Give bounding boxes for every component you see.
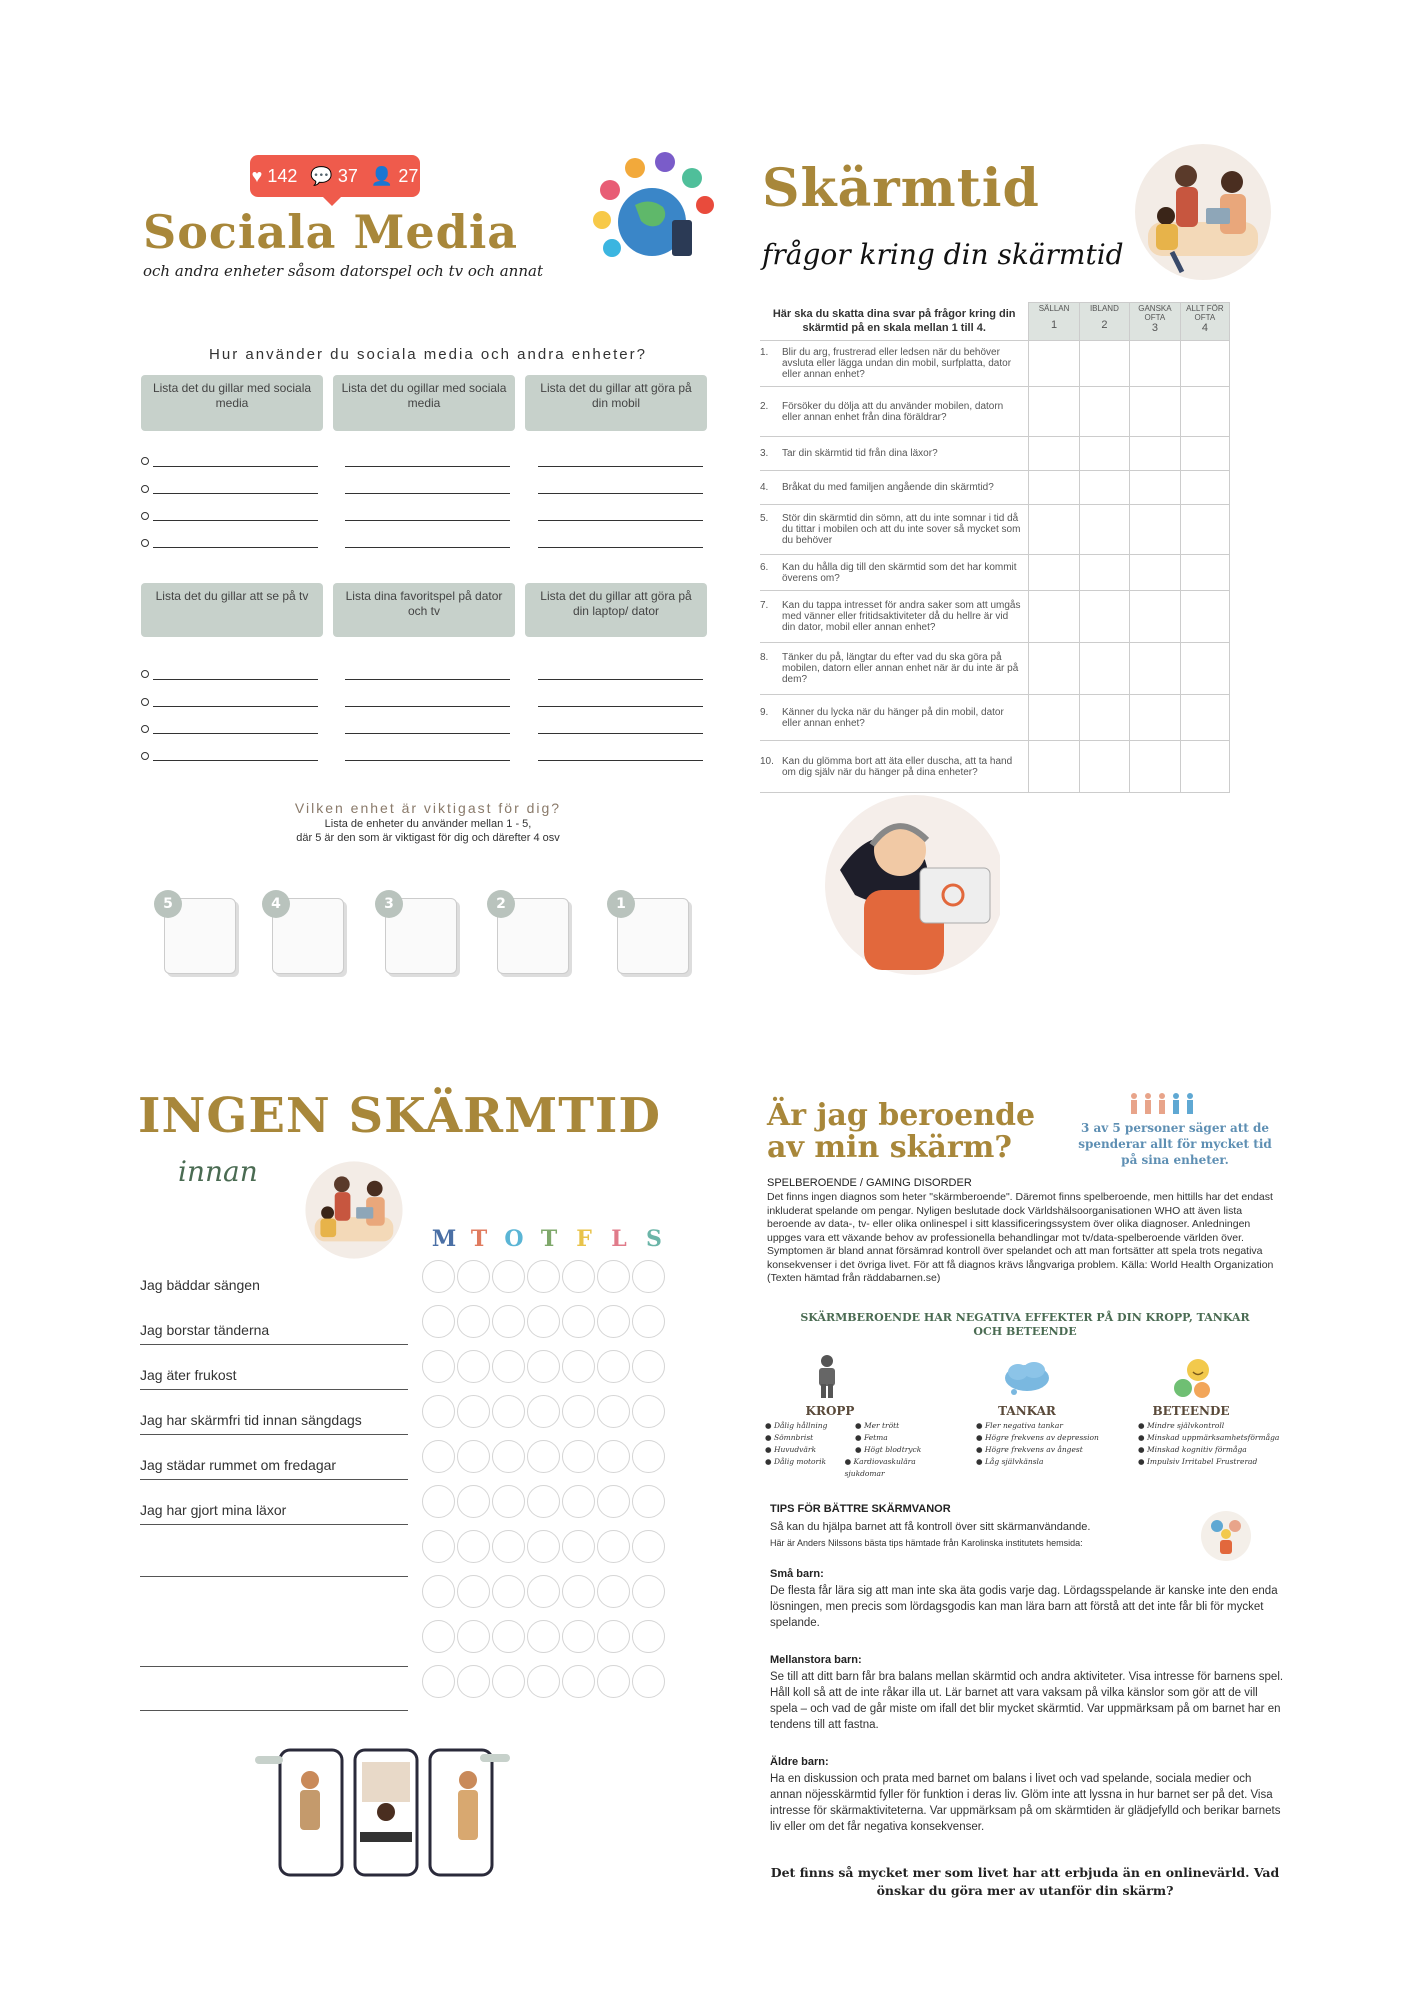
rank-badge-1: 1: [607, 890, 635, 918]
question-text: Kan du glömma bort att äta eller duscha, att ta hand om dig själv när du hänger på dina enheter?: [782, 755, 1013, 778]
habit-check-circle[interactable]: [422, 1440, 455, 1473]
scale-label-1: SÄLLAN: [1038, 304, 1070, 313]
scale-header-4: [1180, 303, 1229, 341]
write-line[interactable]: [538, 493, 703, 494]
question-number: 7.: [760, 600, 769, 611]
day-header-mon: M: [431, 1226, 457, 1252]
write-line[interactable]: [345, 706, 510, 707]
habit-check-circle[interactable]: [457, 1395, 490, 1428]
question-row: [760, 505, 1230, 555]
rank-instruction-1: Lista de enheter du använder mellan 1 - 5,: [324, 818, 532, 830]
answer-cell[interactable]: [1079, 437, 1129, 471]
habit-row-blank[interactable]: [140, 1600, 408, 1622]
question-text: Försöker du dölja att du använder mobilen, datorn eller annan enhet från dina föräldrar?: [782, 400, 1004, 423]
answer-cell[interactable]: [1029, 505, 1079, 555]
box-likes-laptop: Lista det du gillar att göra på din laptop/ dator: [525, 583, 707, 637]
habit-check-circle[interactable]: [422, 1305, 455, 1338]
scale-num-2: 2: [1101, 319, 1108, 331]
answer-cell[interactable]: [1079, 591, 1129, 643]
effect-title-body: KROPP: [805, 1404, 855, 1418]
user-icon: 👤: [370, 166, 394, 186]
answer-cell[interactable]: [1029, 387, 1079, 437]
scale-label-3: GANSKA OFTA: [1138, 304, 1172, 322]
question-row: [760, 387, 1230, 437]
habit-check-circle[interactable]: [562, 1440, 595, 1473]
screen-time-title: Skärmtid: [762, 158, 1040, 219]
scale-label-2: IBLAND: [1089, 304, 1119, 313]
family-hug-icon: [1200, 1510, 1252, 1562]
answer-cell[interactable]: [1079, 555, 1129, 591]
habit-check-circle[interactable]: [597, 1440, 630, 1473]
small-children-text: De flesta får lära sig att man inte ska äta godis varje dag. Lördagsspelande är kanske inte den enda lösningen, men precis som lördagsgodis kan man lära barn att förstå att det inte får bli för mycket spelande.: [770, 1585, 1278, 1629]
answer-cell[interactable]: [1079, 341, 1129, 387]
habit-check-circle[interactable]: [562, 1665, 595, 1698]
answer-cell[interactable]: [1180, 505, 1229, 555]
habit-check-circle[interactable]: [632, 1530, 665, 1563]
question-cell: [760, 591, 1029, 643]
day-header-wed: O: [504, 1226, 524, 1252]
question-row: [760, 591, 1230, 643]
closing-message: Det finns så mycket mer som livet har att erbjuda än en onlinevärld. Vad önskar du göra mer av utanför din skärm?: [770, 1865, 1280, 1898]
answer-cell[interactable]: [1079, 643, 1129, 695]
social-media-question: Hur använder du sociala media och andra enheter?: [209, 346, 647, 363]
answer-cell[interactable]: [1130, 471, 1181, 505]
answer-cell[interactable]: [1180, 341, 1229, 387]
question-cell: [760, 505, 1029, 555]
box-likes-mobile: Lista det du gillar att göra på din mobil: [525, 375, 707, 431]
habit-check-circle[interactable]: [597, 1665, 630, 1698]
habit-check-circle[interactable]: [527, 1395, 560, 1428]
answer-cell[interactable]: [1029, 741, 1079, 793]
answer-cell[interactable]: [1130, 741, 1181, 793]
answer-cell[interactable]: [1029, 341, 1079, 387]
habit-check-circle[interactable]: [562, 1305, 595, 1338]
habit-row: Jag borstar tänderna: [140, 1322, 408, 1345]
answer-cell[interactable]: [1180, 741, 1229, 793]
effect-item: Fler negativa tankar: [984, 1421, 1063, 1430]
question-text: Tänker du på, längtar du efter vad du ska göra på mobilen, datorn eller annan enhet när är du inte är på dem?: [782, 652, 1019, 685]
habit-check-circle[interactable]: [632, 1665, 665, 1698]
question-number: 9.: [760, 706, 769, 718]
bullet: [141, 698, 149, 706]
habit-check-circle[interactable]: [562, 1395, 595, 1428]
no-screen-time-title: INGEN SKÄRMTID: [138, 1088, 661, 1144]
question-row: [760, 643, 1230, 695]
table-intro: Här ska du skatta dina svar på frågor kring din skärmtid på en skala mellan 1 till 4.: [760, 303, 1029, 341]
answer-cell[interactable]: [1079, 741, 1129, 793]
question-row: [760, 695, 1230, 741]
habit-row: Jag städar rummet om fredagar: [140, 1457, 408, 1480]
habit-check-circle[interactable]: [632, 1620, 665, 1653]
write-line[interactable]: [538, 466, 703, 467]
habit-check-circle[interactable]: [632, 1350, 665, 1383]
older-children-heading: Äldre barn:: [770, 1756, 829, 1768]
effect-item: Låg självkänsla: [984, 1457, 1044, 1466]
question-row: [760, 555, 1230, 591]
questionnaire-table: [760, 302, 1230, 793]
habit-check-circle[interactable]: [527, 1440, 560, 1473]
effect-list-thoughts: ● Fler negativa tankar ● Högre frekvens av depression ● Högre frekvens av ångest ● Låg självkänsla: [976, 1421, 1099, 1466]
habit-check-circle[interactable]: [597, 1350, 630, 1383]
effect-item: Mer trött: [863, 1421, 900, 1430]
effect-item: Högre frekvens av depression: [984, 1433, 1099, 1442]
write-line[interactable]: [538, 733, 703, 734]
write-line[interactable]: [153, 520, 318, 521]
question-cell: [760, 387, 1029, 437]
habit-row: Jag har skärmfri tid innan sängdags: [140, 1412, 408, 1435]
answer-cell[interactable]: [1079, 505, 1129, 555]
effects-heading: SKÄRMBEROENDE HAR NEGATIVA EFFEKTER PÅ DIN KROPP, TANKAR OCH BETEENDE: [800, 1311, 1250, 1338]
habit-check-circle[interactable]: [597, 1620, 630, 1653]
addiction-title-2: av min skärm?: [767, 1130, 1012, 1165]
effect-item: Högre frekvens av ångest: [984, 1445, 1083, 1454]
question-row: [760, 341, 1230, 387]
habit-check-circle[interactable]: [457, 1350, 490, 1383]
box-likes-social: Lista det du gillar med sociala media: [141, 375, 323, 431]
day-header-fri: F: [576, 1226, 592, 1252]
effect-list-behavior: ● Mindre självkontroll ● Minskad uppmärksamhetsförmåga ● Minskad kognitiv förmåga ● Impulsiv Irritabel Frustrerad: [1138, 1421, 1280, 1466]
question-row: [760, 741, 1230, 793]
gaming-disorder-text: Det finns ingen diagnos som heter "skärmberoende". Däremot finns spelberoende, men hittills har det endast inkluderat spelande om pengar. Nyligen beslutade dock Världshälsoorganisationen WHO att även lista beroende av data-, tv- eller olika onlinespel i sitt klassificeringssystem över olika diagnoser. Anledningen uppges vara ett växande behov av professionella behandlingar mot tv/data-spelberoende världen över. Symptomen är bland annat försämrad kontroll över spelandet och att man fortsätter att spela trots negativa konsekvenser i det övriga livet. För att få diagnos krävs långvariga problem. Källa: World Health Organization (Texten hämtad från räddabarnen.se): [767, 1191, 1274, 1284]
write-line[interactable]: [153, 733, 318, 734]
answer-cell[interactable]: [1130, 695, 1181, 741]
write-line[interactable]: [345, 679, 510, 680]
tips-source: Här är Anders Nilssons bästa tips hämtade från Karolinska institutets hemsida:: [770, 1538, 1083, 1548]
answer-cell[interactable]: [1130, 505, 1181, 555]
habit-row: Jag äter frukost: [140, 1367, 408, 1390]
effect-item: Högt blodtryck: [863, 1445, 922, 1454]
habit-check-circle[interactable]: [422, 1350, 455, 1383]
bullet: [141, 670, 149, 678]
habit-check-circle[interactable]: [527, 1260, 560, 1293]
write-line[interactable]: [538, 520, 703, 521]
small-children-heading: Små barn:: [770, 1568, 824, 1580]
effect-item: Impulsiv Irritabel Frustrerad: [1146, 1457, 1258, 1466]
question-number: 10.: [760, 755, 774, 767]
addiction-title-1: Är jag beroende: [767, 1098, 1036, 1133]
write-line[interactable]: [538, 760, 703, 761]
habit-check-circle[interactable]: [422, 1260, 455, 1293]
habit-check-circle[interactable]: [492, 1260, 525, 1293]
habit-check-circle[interactable]: [562, 1575, 595, 1608]
question-cell: [760, 437, 1029, 471]
scale-header-1: [1029, 303, 1079, 341]
effect-list-body: ● Dålig hållning ● Mer trött ● Sömnbrist ● Fetma ● Huvudvärk ● Högt blodtryck ● Dålig motorik ● Kardiovaskulära sjukdomar: [765, 1421, 922, 1478]
tips-heading: TIPS FÖR BÄTTRE SKÄRMVANOR: [770, 1503, 951, 1515]
habit-check-circle[interactable]: [527, 1665, 560, 1698]
notification-bubble: [250, 155, 420, 197]
answer-cell[interactable]: [1180, 695, 1229, 741]
social-media-globe-icon: [590, 150, 720, 270]
mid-children-text: Se till att ditt barn får bra balans mellan skärmtid och andra aktiviteter. Visa intresse för barnens spel. Håll koll så att de inte råkar illa ut. Lär barnet att vara vaksam på vilka känslor som gör att de vill spela – och vad de går miste om ifall det blir mycket skärmtid. Var uppmärksam på om barnet har en tendens till att fastna.: [770, 1671, 1284, 1731]
habit-check-circle[interactable]: [422, 1665, 455, 1698]
question-number: 4.: [760, 482, 769, 493]
rank-badge-5: 5: [154, 890, 182, 918]
habit-check-circle[interactable]: [527, 1350, 560, 1383]
habit-check-circle[interactable]: [457, 1260, 490, 1293]
older-children-text: Ha en diskussion och prata med barnet om balans i livet och vad spelande, sociala medier och annan nöjesskärmtid fyller för funktion i deras liv. Glöm inte att lyssna in hur barnet ser på det. Visa intresse för skärmaktiviteterna. Var uppmärksam på om skärmtiden är glädjefylld och berikar barnets liv eller om det får negativa konsekvenser.: [770, 1773, 1281, 1833]
answer-cell[interactable]: [1180, 387, 1229, 437]
habit-check-circle[interactable]: [492, 1620, 525, 1653]
followers-count: 27: [398, 166, 419, 186]
habit-check-circle[interactable]: [632, 1485, 665, 1518]
answer-cell[interactable]: [1130, 555, 1181, 591]
scale-num-4: 4: [1201, 322, 1208, 334]
answer-cell[interactable]: [1130, 341, 1181, 387]
effect-title-behavior: BETEENDE: [1152, 1404, 1230, 1418]
question-text: Känner du lycka när du hänger på din mobil, dator eller annan enhet?: [782, 706, 1004, 729]
bullet: [141, 512, 149, 520]
bullet: [141, 457, 149, 465]
bullet: [141, 539, 149, 547]
write-line[interactable]: [345, 493, 510, 494]
habit-check-circle[interactable]: [527, 1530, 560, 1563]
habit-row-blank[interactable]: [140, 1688, 408, 1711]
question-number: 6.: [760, 561, 769, 573]
habit-check-circle[interactable]: [422, 1395, 455, 1428]
habit-check-circle[interactable]: [422, 1530, 455, 1563]
question-cell: [760, 341, 1029, 387]
question-row: [760, 471, 1230, 505]
habit-check-circle[interactable]: [492, 1395, 525, 1428]
write-line[interactable]: [538, 547, 703, 548]
effect-item: Minskad kognitiv förmåga: [1146, 1445, 1247, 1454]
mid-children-heading: Mellanstora barn:: [770, 1654, 862, 1666]
effect-item: Dålig motorik: [773, 1457, 827, 1466]
bullet: [141, 485, 149, 493]
habit-check-circle[interactable]: [422, 1575, 455, 1608]
box-likes-tv: Lista det du gillar att se på tv: [141, 583, 323, 637]
answer-cell[interactable]: [1029, 695, 1079, 741]
day-header-sun: S: [646, 1226, 662, 1252]
question-cell: [760, 555, 1029, 591]
rank-instruction-2: där 5 är den som är viktigast för dig och därefter 4 osv: [296, 832, 560, 844]
question-number: 8.: [760, 652, 769, 663]
answer-cell[interactable]: [1130, 437, 1181, 471]
habit-check-circle[interactable]: [632, 1440, 665, 1473]
question-text: Kan du tappa intresset för andra saker som att umgås med vänner eller fritidsaktiviteter då du hellre är vid din dator, mobil eller annan enhet?: [782, 600, 1021, 633]
scale-header-3: [1130, 303, 1181, 341]
question-text: Tar din skärmtid tid från dina läxor?: [782, 448, 938, 459]
answer-cell[interactable]: [1130, 387, 1181, 437]
social-media-subtitle: och andra enheter såsom datorspel och tv och annat: [143, 262, 543, 280]
rank-badge-4: 4: [262, 890, 290, 918]
question-row: [760, 437, 1230, 471]
habit-check-circle[interactable]: [597, 1485, 630, 1518]
habit-check-circle[interactable]: [492, 1530, 525, 1563]
habit-tracker-grid: [422, 1260, 672, 1710]
habit-check-circle[interactable]: [562, 1485, 595, 1518]
write-line[interactable]: [153, 493, 318, 494]
scale-label-4: ALLT FÖR OFTA: [1186, 304, 1224, 322]
phones-illustration: [250, 1740, 520, 1880]
bullet: [141, 752, 149, 760]
habit-check-circle[interactable]: [527, 1620, 560, 1653]
habit-check-circle[interactable]: [492, 1485, 525, 1518]
question-text: Stör din skärmtid din sömn, att du inte somnar i tid då du tittar i mobilen och att du inte sover så mycket som du behöver: [782, 513, 1021, 546]
write-line[interactable]: [345, 520, 510, 521]
comments-count: 37: [337, 166, 358, 186]
write-line[interactable]: [538, 706, 703, 707]
question-cell: [760, 471, 1029, 505]
habit-check-circle[interactable]: [457, 1665, 490, 1698]
question-cell: [760, 695, 1029, 741]
day-header-tue: T: [470, 1226, 488, 1252]
habit-check-circle[interactable]: [632, 1395, 665, 1428]
habit-check-circle[interactable]: [527, 1305, 560, 1338]
girl-with-tablet-illustration: [800, 790, 1000, 980]
habit-check-circle[interactable]: [422, 1485, 455, 1518]
habit-row-blank[interactable]: [140, 1644, 408, 1667]
effect-title-thoughts: TANKAR: [998, 1404, 1056, 1418]
question-text: Blir du arg, frustrerad eller ledsen när du behöver avsluta eller lägga undan din mobil, surfplatta, dator eller annan enhet?: [782, 347, 1012, 380]
scale-num-1: 1: [1051, 319, 1058, 331]
habit-check-circle[interactable]: [492, 1350, 525, 1383]
write-line[interactable]: [153, 679, 318, 680]
answer-cell[interactable]: [1180, 471, 1229, 505]
screen-time-subtitle: frågor kring din skärmtid: [762, 238, 1124, 271]
body-icon: [814, 1354, 840, 1398]
question-text: Kan du hålla dig till den skärmtid som det har kommit överens om?: [782, 561, 1017, 584]
scale-num-3: 3: [1151, 322, 1158, 334]
habit-check-circle[interactable]: [597, 1260, 630, 1293]
write-line[interactable]: [538, 679, 703, 680]
habit-check-circle[interactable]: [562, 1620, 595, 1653]
habit-check-circle[interactable]: [562, 1350, 595, 1383]
heart-icon: ♥: [251, 166, 263, 186]
people-icon: [1128, 1092, 1198, 1116]
habit-check-circle[interactable]: [492, 1665, 525, 1698]
habit-check-circle[interactable]: [597, 1395, 630, 1428]
habit-check-circle[interactable]: [457, 1440, 490, 1473]
habit-check-circle[interactable]: [457, 1530, 490, 1563]
habit-check-circle[interactable]: [562, 1530, 595, 1563]
tips-intro: Så kan du hjälpa barnet att få kontroll över sitt skärmanvändande.: [770, 1521, 1091, 1533]
answer-cell[interactable]: [1180, 643, 1229, 695]
effect-item: Dålig hållning: [773, 1421, 828, 1430]
day-header-thu: T: [540, 1226, 558, 1252]
questionnaire: [760, 302, 1230, 793]
habit-check-circle[interactable]: [597, 1305, 630, 1338]
box-favorite-games: Lista dina favoritspel på dator och tv: [333, 583, 515, 637]
question-cell: [760, 741, 1029, 793]
question-number: 2.: [760, 400, 769, 412]
effect-item: Fetma: [863, 1433, 888, 1442]
answer-cell[interactable]: [1180, 437, 1229, 471]
day-header-sat: L: [611, 1226, 627, 1252]
habit-row: Jag bäddar sängen: [140, 1277, 260, 1293]
question-text: Bråkat du med familjen angående din skärmtid?: [782, 482, 994, 493]
question-cell: [760, 643, 1029, 695]
write-line[interactable]: [153, 547, 318, 548]
answer-cell[interactable]: [1029, 437, 1079, 471]
emoji-faces-icon: [1172, 1358, 1216, 1400]
write-line[interactable]: [153, 760, 318, 761]
effect-item: Mindre självkontroll: [1146, 1421, 1225, 1430]
habit-check-circle[interactable]: [597, 1530, 630, 1563]
habit-check-circle[interactable]: [457, 1620, 490, 1653]
family-illustration: [1128, 142, 1278, 282]
habit-check-circle[interactable]: [492, 1440, 525, 1473]
habit-check-circle[interactable]: [632, 1260, 665, 1293]
effect-item: Sömnbrist: [773, 1433, 814, 1442]
answer-cell[interactable]: [1079, 695, 1129, 741]
habit-check-circle[interactable]: [492, 1575, 525, 1608]
write-line[interactable]: [153, 466, 318, 467]
habit-check-circle[interactable]: [492, 1305, 525, 1338]
habit-row: Jag har gjort mina läxor: [140, 1502, 408, 1525]
answer-cell[interactable]: [1029, 471, 1079, 505]
answer-cell[interactable]: [1029, 643, 1079, 695]
effect-item: Huvudvärk: [773, 1445, 817, 1454]
scale-header-2: [1079, 303, 1129, 341]
effect-item: Kardiovaskulära sjukdomar: [844, 1457, 916, 1478]
statistic-text: 3 av 5 personer säger att de spenderar allt för mycket tid på sina enheter.: [1078, 1121, 1272, 1167]
answer-cell[interactable]: [1130, 591, 1181, 643]
write-line[interactable]: [153, 706, 318, 707]
write-line[interactable]: [345, 760, 510, 761]
habit-check-circle[interactable]: [457, 1485, 490, 1518]
habit-check-circle[interactable]: [632, 1305, 665, 1338]
question-number: 1.: [760, 347, 769, 358]
answer-cell[interactable]: [1029, 591, 1079, 643]
thought-cloud-icon: [1002, 1360, 1052, 1396]
habit-row-blank[interactable]: [140, 1554, 408, 1577]
habit-check-circle[interactable]: [527, 1485, 560, 1518]
habit-check-circle[interactable]: [632, 1575, 665, 1608]
family-illustration-small: [300, 1160, 408, 1260]
no-screen-time-subtitle: innan: [178, 1155, 258, 1188]
answer-cell[interactable]: [1130, 643, 1181, 695]
comment-icon: 💬: [310, 166, 333, 186]
habit-check-circle[interactable]: [422, 1620, 455, 1653]
habit-check-circle[interactable]: [562, 1260, 595, 1293]
rank-badge-3: 3: [375, 890, 403, 918]
rank-badge-2: 2: [487, 890, 515, 918]
answer-cell[interactable]: [1180, 591, 1229, 643]
gaming-disorder-heading: SPELBEROENDE / GAMING DISORDER: [767, 1177, 972, 1189]
answer-cell[interactable]: [1079, 471, 1129, 505]
habit-check-circle[interactable]: [527, 1575, 560, 1608]
question-number: 5.: [760, 513, 769, 524]
rank-question: Vilken enhet är viktigast för dig?: [294, 800, 562, 816]
habit-check-circle[interactable]: [457, 1575, 490, 1608]
habit-check-circle[interactable]: [597, 1575, 630, 1608]
write-line[interactable]: [345, 547, 510, 548]
effect-item: Minskad uppmärksamhetsförmåga: [1146, 1433, 1280, 1442]
habit-check-circle[interactable]: [457, 1305, 490, 1338]
question-number: 3.: [760, 448, 769, 459]
box-dislikes-social: Lista det du ogillar med sociala media: [333, 375, 515, 431]
likes-count: 142: [267, 166, 298, 186]
bullet: [141, 725, 149, 733]
answer-cell[interactable]: [1180, 555, 1229, 591]
answer-cell[interactable]: [1029, 555, 1079, 591]
social-media-title: Sociala Media: [143, 205, 519, 259]
write-line[interactable]: [345, 466, 510, 467]
write-line[interactable]: [345, 733, 510, 734]
answer-cell[interactable]: [1079, 387, 1129, 437]
